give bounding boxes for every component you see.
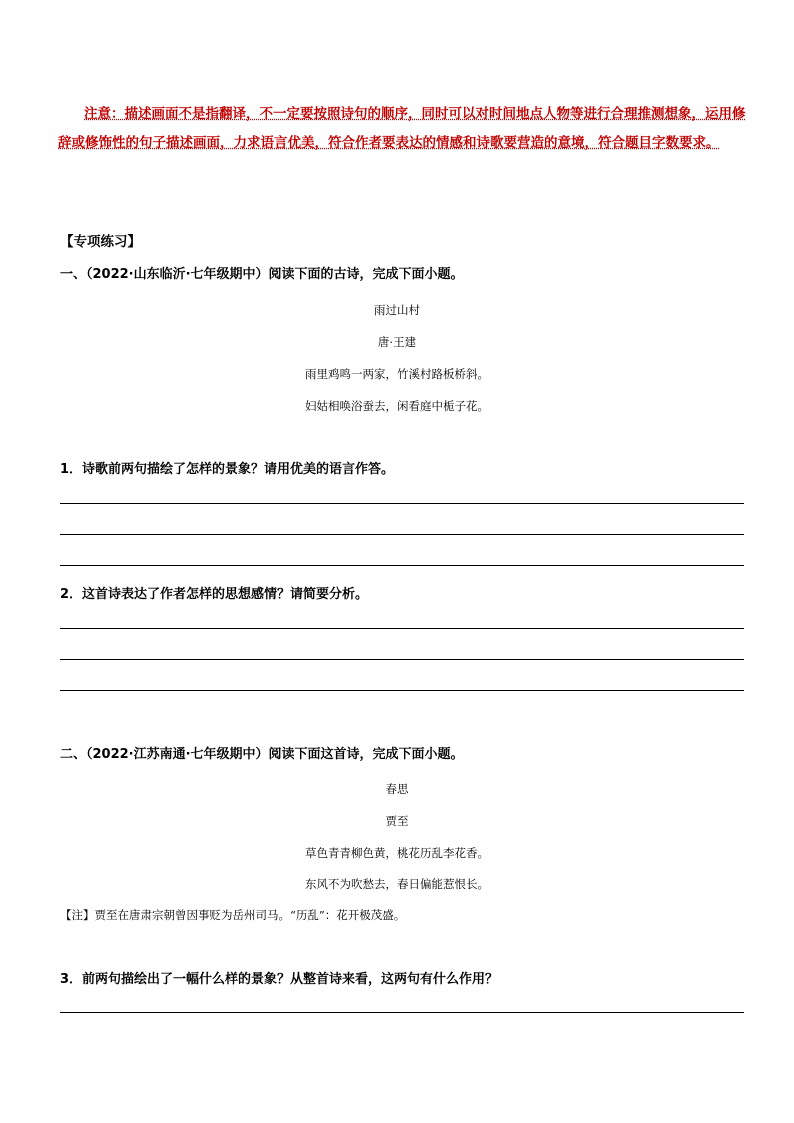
answer-line[interactable] — [60, 1012, 744, 1013]
poem-1-line-1: 雨里鸡鸣一两家，竹溪村路板桥斜。 — [305, 367, 489, 381]
poem-1-title: 雨过山村 — [374, 303, 420, 317]
section-2-heading: 二、（2022·江苏南通·七年级期中）阅读下面这首诗，完成下面小题。 — [60, 747, 464, 762]
practice-title: 【专项练习】 — [60, 234, 141, 250]
answer-line[interactable] — [60, 690, 744, 691]
poem-2-author: 贾至 — [385, 814, 409, 828]
poem-1-line-2: 妇姑相唤浴蚕去，闲看庭中栀子花。 — [305, 399, 489, 413]
answer-line[interactable] — [60, 503, 744, 504]
poem-1-author: 唐·王建 — [377, 335, 417, 349]
section-1-heading: 一、（2022·山东临沂·七年级期中）阅读下面的古诗，完成下面小题。 — [60, 267, 464, 282]
poem-2-footnote: 【注】贾至在唐肃宗朝曾因事贬为岳州司马。“历乱”：花开极茂盛。 — [60, 908, 406, 922]
answer-line[interactable] — [60, 565, 744, 566]
answer-line[interactable] — [60, 659, 744, 660]
poem-2-line-2: 东风不为吹愁去，春日偏能惹恨长。 — [305, 877, 489, 891]
question-3: 3．前两句描绘出了一幅什么样的景象？从整首诗来看，这两句有什么作用？ — [60, 972, 499, 987]
answer-line[interactable] — [60, 534, 744, 535]
question-2: 2．这首诗表达了作者怎样的思想感情？请简要分析。 — [60, 587, 369, 602]
instruction-note: 注意：描述画面不是指翻译，不一定要按照诗句的顺序，同时可以对时间地点人物等进行合理推测想象，运用修辞或修饰性的句子描述画面，力求语言优美，符合作者要表达的情感和诗歌要营造的意境，符合题目字数要求。 — [58, 106, 746, 151]
question-1: 1．诗歌前两句描绘了怎样的景象？请用优美的语言作答。 — [60, 462, 395, 477]
poem-2-title: 春思 — [385, 782, 409, 796]
answer-line[interactable] — [60, 628, 744, 629]
poem-2-line-1: 草色青青柳色黄，桃花历乱李花香。 — [305, 846, 489, 860]
